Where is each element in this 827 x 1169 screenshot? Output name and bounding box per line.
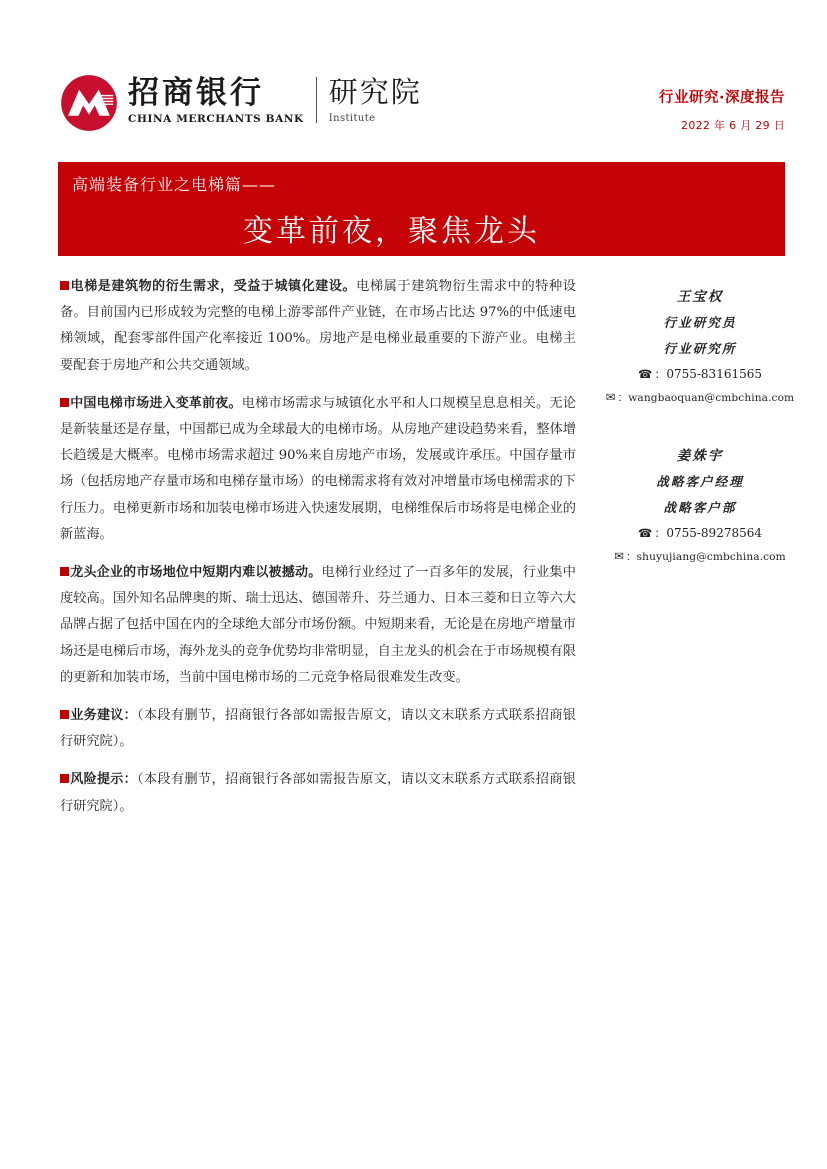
paragraph-text: 电梯市场需求与城镇化水平和人口规模呈息息相关。无论是新装量还是存量，中国都已成为全球最大的电梯市场。从房地产建设趋势来看，整体增长趋缓是大概率。电梯市场需求超过 90%来自房地产市场，发展或许承压。中国存量市场（包括房地产存量市场和电梯存量市场）的电梯需求将有效对冲增量市场电梯需求的下行压力。电梯更新市场和加装电梯市场进入快速发展期，电梯维保后市场将是电梯企业的新蓝海。 [60,395,576,542]
institute-name-cn: 研究院 [328,75,422,109]
paragraph-lead: 龙头企业的市场地位中短期内难以被撼动。 [70,565,322,581]
author-department: 战略客户部 [663,500,737,515]
bank-name-en: CHINA MERCHANTS BANK [128,113,304,125]
cmb-logo-icon [60,74,118,132]
phone-icon: ☎ [637,367,653,381]
paragraph-text: 电梯属于建筑物衍生需求中的特种设备。目前国内已形成较为完整的电梯上游零部件产业链，在市场占比达 97%的中低速电梯领域，配套零部件国产化率接近 100%。房地产是电梯业最重要的下游产业。电梯主要配套于房地产和公共交通领域。 [60,279,576,373]
body-paragraph [60,391,576,548]
paragraph-text: （本段有删节，招商银行各部如需报告原文，请以文末联系方式联系招商银行研究院）。 [60,708,576,750]
author-phone-value[interactable]: 0755-89278564 [666,526,762,540]
header-meta [659,88,785,134]
author-email-value[interactable]: shuyujiang@cmbchina.com [636,551,786,563]
paragraph-text: 电梯行业经过了一百多年的发展，行业集中度较高。国外知名品牌奥的斯、瑞士迅达、德国蒂升、芬兰通力、日本三菱和日立等六大品牌占据了包括中国在内的全球绝大部分市场份额。中短期来看，无论是在房地产增量市场还是电梯后市场，海外龙头的竞争优势均非常明显，自主龙头的机会在于市场规模有限的更新和加装市场，当前中国电梯市场的二元竞争格局很难发生改变。 [60,565,576,685]
author-sidebar [600,284,800,602]
contact-separator: ： [617,392,629,404]
bank-name-cn: 招商银行 [128,75,264,111]
phone-icon: ☎ [637,526,653,540]
paragraph-lead: 电梯是建筑物的衍生需求，受益于城镇化建设。 [70,279,357,294]
institute-name-group [329,75,422,125]
bullet-square-icon [60,710,69,719]
body-paragraph [60,703,576,755]
author-email-row [600,545,800,568]
body-paragraph [60,767,576,819]
envelope-icon: ✉ [614,549,624,563]
author-department: 行业研究所 [663,341,737,356]
institute-name-en: Institute [328,113,376,124]
cmb-logo [60,74,422,132]
banner-kicker: 高端装备行业之电梯篇—— [72,175,277,194]
author-email-value[interactable]: wangbaoquan@cmbchina.com [628,392,795,404]
bullet-square-icon [60,398,69,407]
author-phone-row [600,362,800,386]
bullet-square-icon [60,281,69,290]
envelope-icon: ✉ [605,390,616,404]
paragraph-lead: 风险提示： [70,772,137,788]
report-date-label: 2022 年 6 月 29 日 [681,119,785,132]
paragraph-lead: 中国电梯市场进入变革前夜。 [70,395,242,411]
author-phone-value[interactable]: 0755-83161565 [666,367,762,381]
bank-name-group [128,75,304,126]
cmb-logo-mark [60,74,118,132]
title-banner [58,162,785,256]
bullet-square-icon [60,774,69,783]
bullet-square-icon [60,567,69,576]
paragraph-text: （本段有删节，招商银行各部如需报告原文，请以文末联系方式联系招商银行研究院）。 [60,772,576,814]
author-name: 王宝权 [676,289,724,305]
author-name: 姜姝宇 [676,448,724,464]
contact-separator: ： [654,367,667,381]
author-card [600,443,800,568]
paragraph-lead: 业务建议： [70,708,137,724]
body-paragraph [60,274,576,379]
page-header [0,0,827,150]
logo-wordmark [128,74,422,126]
report-kind-label: 行业研究·深度报告 [658,90,785,106]
contact-separator: ： [625,551,637,563]
page-title: 变革前夜，聚焦龙头 [243,214,540,249]
author-role: 行业研究员 [663,315,737,330]
author-card [600,284,800,409]
logo-divider [316,77,317,123]
author-phone-row [600,521,800,545]
author-email-row [600,386,800,409]
main-content [60,274,576,832]
author-role: 战略客户经理 [656,474,744,489]
body-paragraph [60,560,576,691]
contact-separator: ： [654,526,667,540]
